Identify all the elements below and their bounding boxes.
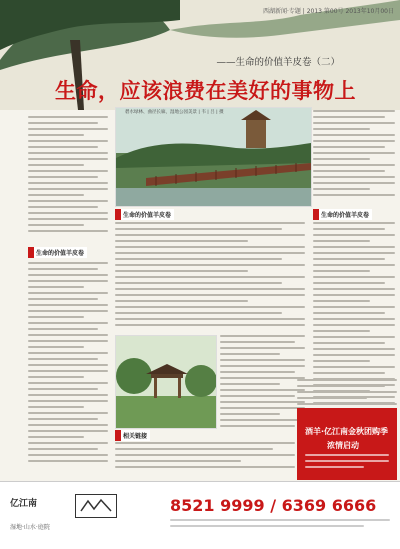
section-label-4: 相关链接 [115, 430, 150, 441]
related-link-text [115, 442, 295, 472]
page-title: 生命，应该浪费在美好的事物上 [55, 79, 356, 103]
section-label-1: 生命的价值羊皮卷 [28, 247, 87, 258]
ad-brand: 亿江南 [10, 499, 38, 509]
left-column-text [28, 116, 108, 236]
promo-title: 酒羊·亿江南金秋团购季 [305, 427, 389, 436]
issue-meta: 西湖新闻·专题 | 2013 第00号 2013年10月00日 [262, 8, 394, 15]
bottom-advertisement[interactable] [0, 481, 400, 549]
section-label-2: 生命的价值羊皮卷 [115, 209, 174, 220]
ad-slogan: 湿地·山水·庭院 [10, 524, 50, 531]
section-label-3: 生命的价值羊皮卷 [313, 209, 372, 220]
promo-box[interactable] [297, 408, 397, 480]
article-subtitle: ——生命的价值羊皮卷（二） [216, 57, 340, 68]
header-band [0, 0, 400, 110]
garden-pavilion-photo [115, 335, 217, 429]
promo-heading-text [297, 370, 397, 409]
ad-logo [75, 494, 117, 518]
top-photo-caption: 碧水绿林、曲径长廊，湿地公园美景 | 韦 | 吕 | 摄 [125, 110, 224, 115]
right-top-text [313, 110, 395, 200]
ad-fineprint [170, 519, 390, 531]
middle-column-text [115, 222, 305, 330]
promo-subtitle: 浓情启动 [327, 441, 359, 450]
ad-phone: 8521 9999 / 6369 6666 [170, 496, 377, 515]
wetland-bridge-photo [115, 107, 312, 207]
middle-lower-text [220, 335, 305, 431]
promo-text [305, 454, 389, 472]
left-column-text-2 [28, 262, 108, 466]
